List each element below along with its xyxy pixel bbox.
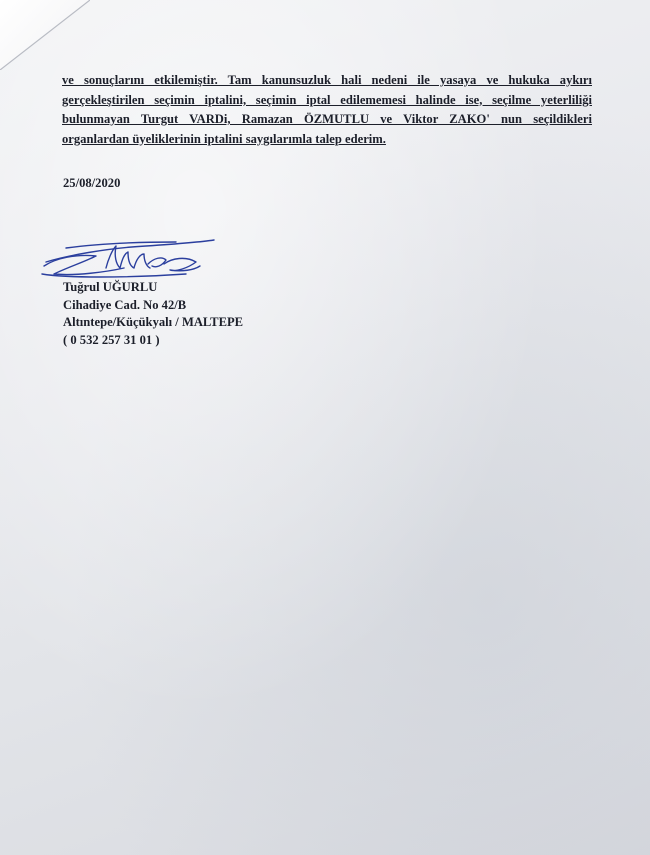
letter-body <box>62 71 592 149</box>
letter-line: bulunmayan Turgut VARDi, Ramazan ÖZMUTLU ve Viktor ZAKO' nun seçildikleri <box>62 112 592 126</box>
letter-line: organlardan üyeliklerinin iptalini saygılarımla talep ederim. <box>62 131 386 146</box>
sender-name: Tuğrul UĞURLU <box>63 280 158 294</box>
sender-street: Cihadiye Cad. No 42/B <box>63 297 187 312</box>
sender-block <box>63 279 243 349</box>
letter-line: gerçekleştirilen seçimin iptalini, seçimin iptal edilememesi halinde ise, seçilme yeterliliği <box>62 92 592 107</box>
folded-corner <box>0 0 90 70</box>
letter-date: 25/08/2020 <box>63 176 121 190</box>
sender-district: Altıntepe/Küçükyalı / MALTEPE <box>63 315 244 329</box>
letter-line: ve sonuçlarını etkilemiştir. Tam kanunsuzluk hali nedeni ile yasaya ve hukuka aykırı <box>62 73 592 87</box>
sender-phone: ( 0 532 257 31 01 ) <box>63 332 160 347</box>
